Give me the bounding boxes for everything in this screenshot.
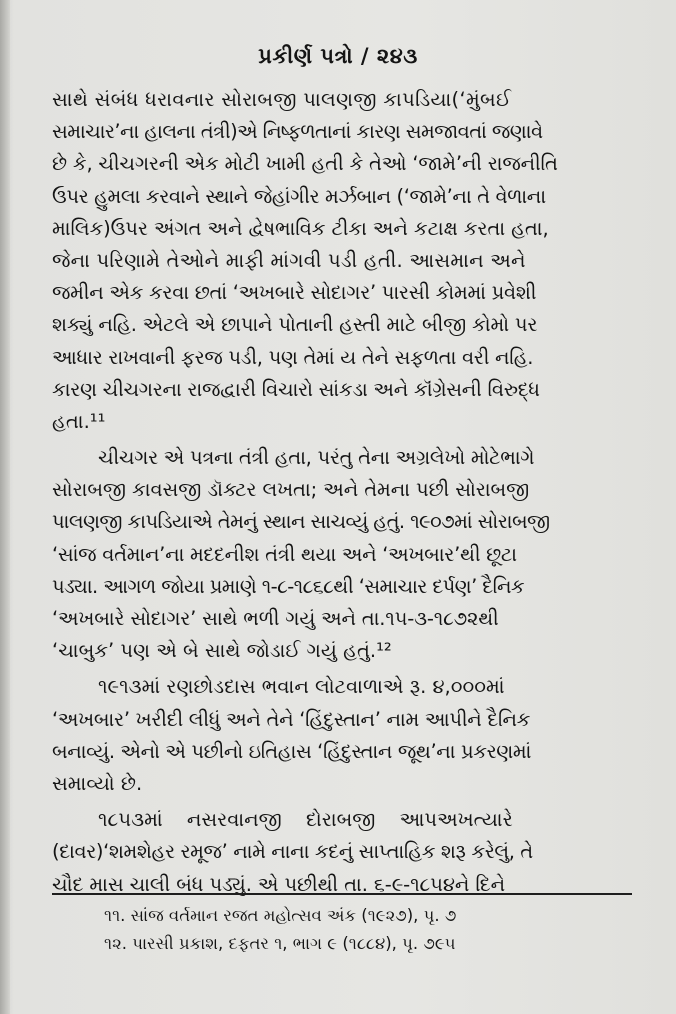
body-text [52,84,634,901]
text-line: ૧૯૧૩માં રણછોડદાસ ભવાન લોટવાળાએ રૂ. ૪,૦૦૦માં [98,675,505,699]
text-line: શક્યું નહિ. એટલે એ છાપાને પોતાની હસ્તી માટે બીજી કોમો પર [52,313,538,337]
text-line: ‘અખબારે સોદાગર’ સાથે ભળી ગયું અને તા.૧૫-૩-૧૮૭૨થી [52,607,499,630]
footnote-11: ૧૧. સાંજ વર્તમાન રજત મહોત્સવ અંક (૧૯૨૭), પૃ. ૭ [104,906,457,925]
text-line: ‘અખબાર’ ખરીદી લીધું અને તેને ‘હિંદુસ્તાન’ નામ આપીને દૈનિક [52,707,531,731]
running-header: પ્રકીર્ણ પત્રો / ૨૪૩ [258,44,418,68]
text-line: પડ્યા. આગળ જોયા પ્રમાણે ૧-૮-૧૮૬૮થી ‘સમાચાર દર્પણ’ દૈનિક [52,574,525,598]
text-line: ‘ચાબુક’ પણ એ બે સાથે જોડાઈ ગયું હતું.¹² [52,639,392,663]
text-line: સાથે સંબંધ ધરાવનાર સોરાબજી પાલણજી કાપડિયા(‘મુંબઈ [52,88,512,111]
footnotes [104,902,644,958]
text-line: (દાવર)‘શમશેહર રમૂજ’ નામે નાના કદનું સાપ્તાહિક શરૂ કરેલું, તે [52,840,533,864]
text-line: જમીન એક કરવા છતાં ‘અખબારે સોદાગર’ પારસી કોમમાં પ્રવેશી [52,281,537,305]
paragraph-1 [52,84,634,438]
text-line: પાલણજી કાપડિયાએ તેમનું સ્થાન સાચવ્યું હતું. ૧૯૦૭માં સોરાબજી [52,510,550,534]
text-line: છે કે, ચીચગરની એક મોટી ખામી હતી કે તેઓ ‘જામે’ની રાજનીતિ [52,152,558,176]
page-gutter-shadow [0,0,10,1014]
text-line: સમાચાર’ના હાલના તંત્રી)એ નિષ્ફળતાનાં કારણ સમજાવતાં જણાવે [52,120,543,144]
text-line: ચૌદ માસ ચાલી બંધ પડ્યું. એ પછીથી તા. ૬-૯-૧૮૫૪ને દિને [52,872,506,896]
paragraph-4 [52,804,634,901]
text-line: ચીચગર એ પત્રના તંત્રી હતા, પરંતુ તેના અગ્રલેખો મોટેભાગે [98,446,535,470]
text-line: સોરાબજી કાવસજી ડૉક્ટર લખતા; અને તેમના પછી સોરાબજી [52,478,530,502]
paragraph-3 [52,671,634,800]
paragraph-2 [52,442,634,667]
text-line: હતા.¹¹ [52,409,106,433]
text-line: જેના પરિણામે તેઓને માફી માંગવી પડી હતી. આસમાન અને [52,248,526,272]
text-line: માલિક)ઉપર અંગત અને દ્વેષભાવિક ટીકા અને કટાક્ષ કરતા હતા, [52,216,549,240]
text-line: બનાવ્યું. એનો એ પછીનો ઇતિહાસ ‘હિંદુસ્તાન જૂથ’ના પ્રકરણમાં [52,739,531,763]
text-line: કારણ ચીચગરના રાજદ્વારી વિચારો સાંકડા અને કૉંગ્રેસની વિરુદ્ધ [52,377,540,401]
footnote-12: ૧૨. પારસી પ્રકાશ, દફતર ૧, ભાગ ૯ (૧૮૮૪), પૃ. ૭૯૫ [104,934,456,953]
footnote-separator [52,893,632,895]
text-line: સમાવ્યો છે. [52,771,143,795]
text-line: ‘સાંજ વર્તમાન’ના મદદનીશ તંત્રી થયા અને ‘અખબાર’થી છૂટા [52,542,517,566]
text-line: ઉપર હુમલા કરવાને સ્થાને જેહાંગીર મર્ઝબાન (‘જામે’ના તે વેળાના [52,184,546,208]
text-line: આધાર રાખવાની ફરજ પડી, પણ તેમાં ય તેને સફળતા વરી નહિ. [52,345,534,369]
text-line: ૧૮૫૩માં નસરવાનજી દોરાબજી આપઅખત્યારે [98,808,513,832]
